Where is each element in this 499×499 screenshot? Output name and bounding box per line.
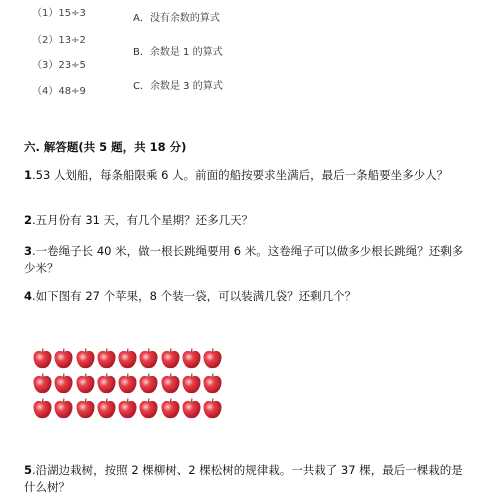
apple-icon <box>117 396 138 420</box>
question-text: .一卷绳子长 40 米，做一根长跳绳要用 6 米。这卷绳子可以做多少根长跳绳？还剩多少米？ <box>24 244 464 275</box>
apple-icon <box>32 371 53 395</box>
question-text: .沿湖边栽树，按照 2 棵柳树、2 棵松树的规律栽。一共栽了 37 棵，最后一棵栽的是什么树？ <box>24 463 463 494</box>
apple-icon <box>96 346 117 370</box>
apple-icon <box>96 371 117 395</box>
apple-icon <box>181 346 202 370</box>
apple-icon <box>160 346 181 370</box>
apple-icon <box>160 396 181 420</box>
question-number: 4 <box>24 289 33 303</box>
match-left-1: （1）15÷3 <box>32 8 86 19</box>
apple-icon <box>138 396 159 420</box>
apple-icon <box>96 396 117 420</box>
question-2 <box>24 212 464 229</box>
question-1 <box>24 167 464 184</box>
question-text: .如下图有 27 个苹果，8 个装一袋，可以装满几袋？还剩几个？ <box>32 289 357 303</box>
apple-icon <box>75 396 96 420</box>
apple-icon <box>32 396 53 420</box>
apple-icon <box>138 346 159 370</box>
apple-icon <box>160 371 181 395</box>
question-number: 5 <box>24 463 33 477</box>
apple-icon <box>181 371 202 395</box>
match-left-3: （3）23÷5 <box>32 60 86 71</box>
question-text: .五月份有 31 天，有几个星期？还多几天？ <box>32 213 254 227</box>
question-4 <box>24 288 464 305</box>
apple-icon <box>75 346 96 370</box>
apple-icon <box>117 371 138 395</box>
apple-icon <box>202 371 223 395</box>
apple-icon <box>181 396 202 420</box>
question-5 <box>24 462 464 496</box>
apple-icon <box>53 346 74 370</box>
match-right-b: B．余数是 1 的算式 <box>133 47 223 58</box>
apple-icon <box>75 371 96 395</box>
apple-icon <box>202 396 223 420</box>
question-number: 2 <box>24 213 33 227</box>
apple-icon <box>202 346 223 370</box>
apple-icon <box>53 396 74 420</box>
question-text: .53 人划船，每条船限乘 6 人。前面的船按要求坐满后，最后一条船要坐多少人？ <box>32 168 449 182</box>
question-number: 3 <box>24 244 33 258</box>
apple-icon <box>53 371 74 395</box>
apple-grid <box>32 346 224 421</box>
apple-icon <box>117 346 138 370</box>
match-left-4: （4）48÷9 <box>32 86 86 97</box>
question-number: 1 <box>24 168 33 182</box>
question-3 <box>24 243 464 277</box>
section-title: 六. 解答题(共 5 题，共 18 分) <box>24 140 187 154</box>
match-right-c: C．余数是 3 的算式 <box>133 81 223 92</box>
apple-icon <box>32 346 53 370</box>
match-right-a: A．没有余数的算式 <box>133 13 220 24</box>
apple-icon <box>138 371 159 395</box>
match-left-2: （2）13÷2 <box>32 35 86 46</box>
